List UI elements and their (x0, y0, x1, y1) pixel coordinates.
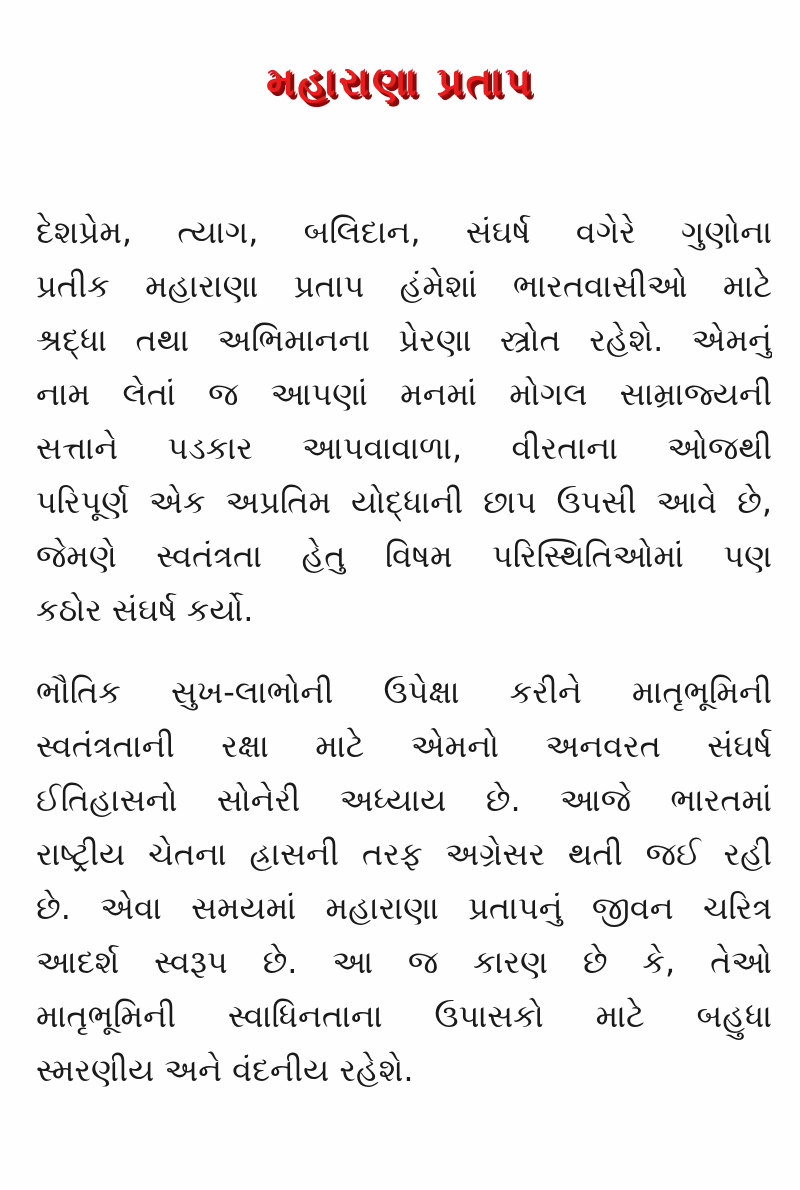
text-line: જેમણે સ્વતંત્રતા હેતુ વિષમ પરિસ્થિતિઓમાં પણ (36, 537, 772, 575)
text-line: દેશપ્રેમ, ત્યાગ, બલિદાન, સંઘર્ષ વગેરે ગુણોના (36, 213, 772, 251)
text-line: ભૌતિક સુખ-લાભોની ઉપેક્ષા કરીને માતૃભૂમિની (36, 673, 772, 711)
text-line: પરિપૂર્ણ એક અપ્રતિમ યોદ્ધાની છાપ ઉપસી આવે છે, (36, 483, 772, 521)
body-text (36, 205, 772, 1097)
text-line: રાષ્ટ્રીય ચેતના હ્રાસની તરફ અગ્રેસર થતી જઈ રહી (36, 835, 772, 873)
page-title: મહારાણા પ્રતાપ (266, 59, 534, 105)
text-line: સ્વતંત્રતાની રક્ષા માટે એમનો અનવરત સંઘર્ષ (36, 727, 772, 765)
text-line: પ્રતીક મહારાણા પ્રતાપ હંમેશાં ભારતવાસીઓ માટે (36, 267, 772, 305)
paragraph (36, 205, 772, 637)
text-line: શ્રદ્ધા તથા અભિમાનના પ્રેરણા સ્ત્રોત રહેશે. એમનું (36, 321, 772, 359)
paragraph (36, 665, 772, 1097)
text-line: ઈતિહાસનો સોનેરી અધ્યાય છે. આજે ભારતમાં (36, 781, 772, 819)
text-line: માતૃભૂમિની સ્વાધિનતાના ઉપાસકો માટે બહુધા (36, 997, 772, 1035)
text-line: સત્તાને પડકાર આપવાવાળા, વીરતાના ઓજથી (36, 429, 772, 467)
text-line: કઠોર સંઘર્ષ કર્યો. (36, 591, 254, 629)
text-line: સ્મરણીય અને વંદનીય રહેશે. (36, 1051, 414, 1089)
text-line: છે. એવા સમયમાં મહારાણા પ્રતાપનું જીવન ચરિત્ર (36, 889, 772, 927)
text-line: નામ લેતાં જ આપણાં મનમાં મોગલ સામ્રાજ્યની (36, 375, 772, 413)
text-line: આદર્શ સ્વરૂપ છે. આ જ કારણ છે કે, તેઓ (36, 943, 772, 981)
